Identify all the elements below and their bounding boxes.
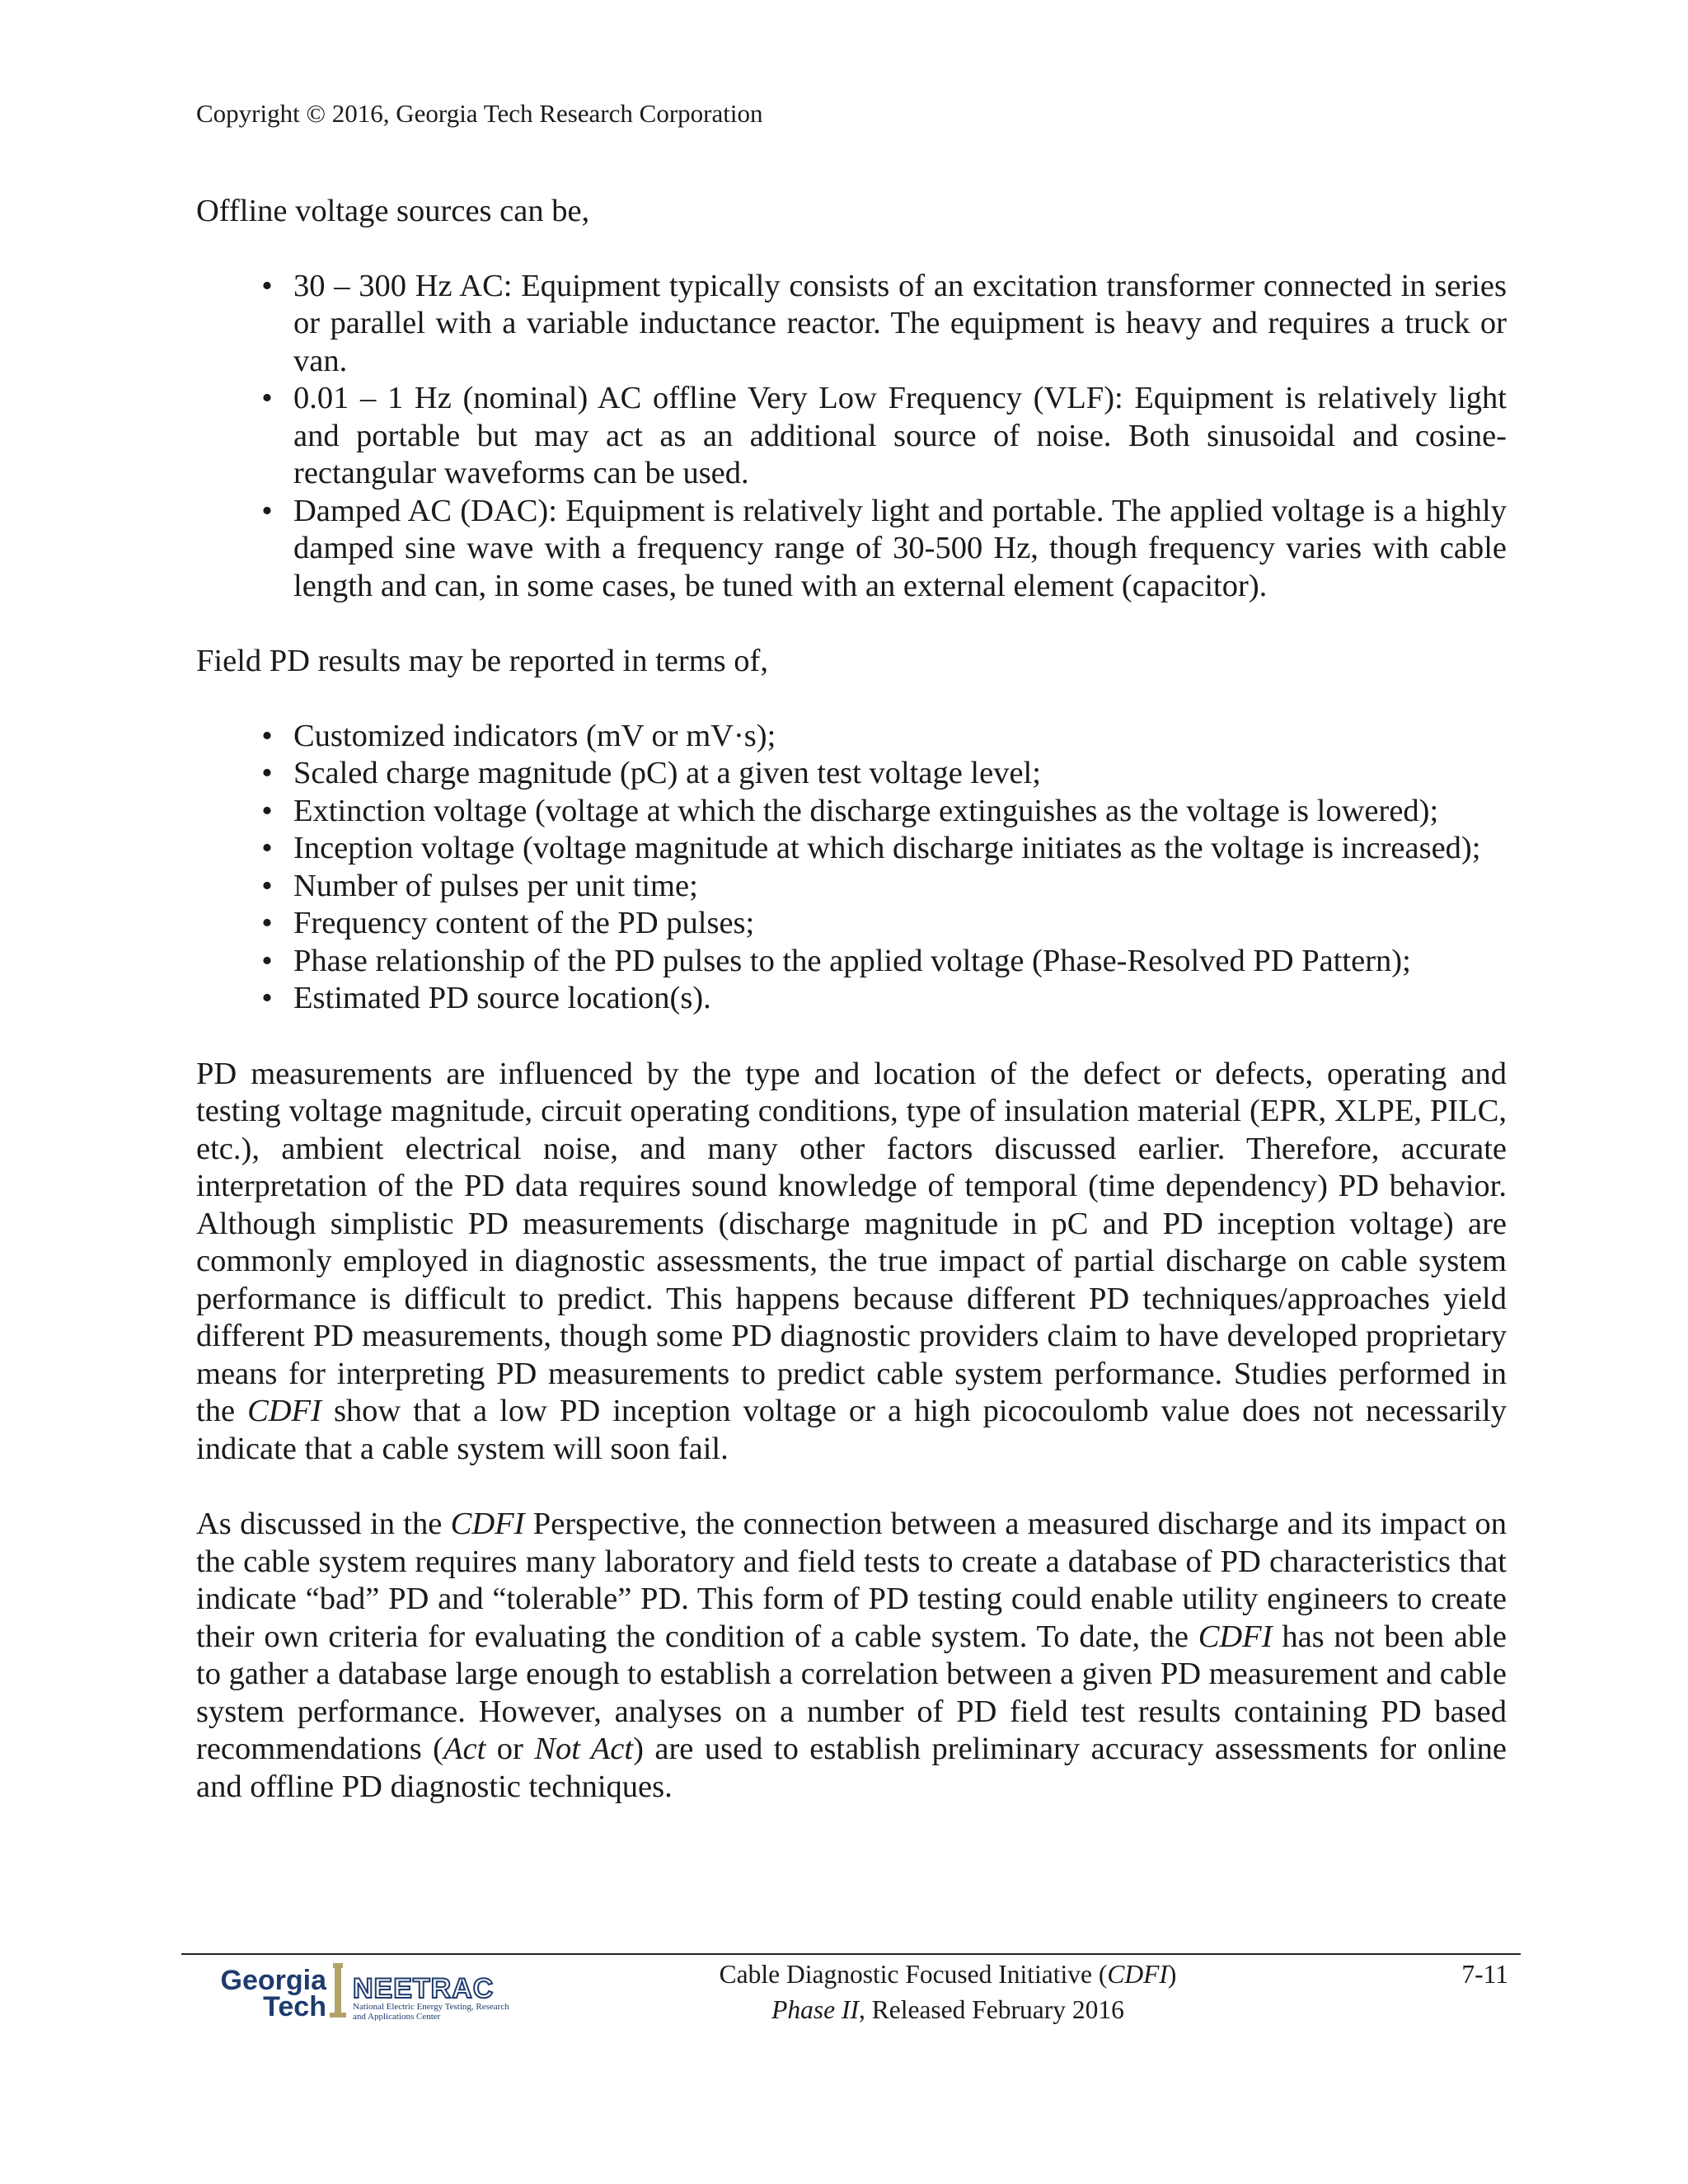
list-item: • Extinction voltage (voltage at which the discharge extinguishes as the voltage is lowered); <box>196 793 1507 831</box>
copyright-notice: Copyright © 2016, Georgia Tech Research Corporation <box>196 99 763 128</box>
list-item: • Frequency content of the PD pulses; <box>196 905 1507 943</box>
cdfi-term: CDFI <box>450 1507 525 1541</box>
list-item: • 0.01 – 1 Hz (nominal) AC offline Very Low Frequency (VLF): Equipment is relatively light and portable but may act as an additional source of noise. Both sinusoidal and cosine-rectangular waveforms can be used. <box>196 380 1507 493</box>
list-item: • Number of pulses per unit time; <box>196 868 1507 906</box>
tech-tower-icon <box>330 1963 346 2018</box>
pd-results-list <box>196 718 1507 1018</box>
cdfi-term: CDFI <box>247 1394 321 1428</box>
bullet-icon: • <box>261 831 273 865</box>
list-item: • 30 – 300 Hz AC: Equipment typically consists of an excitation transformer connected in series or parallel with a variable inductance reactor. The equipment is heavy and requires a truck or van. <box>196 268 1507 381</box>
bullet-icon: • <box>261 493 273 528</box>
list-item: • Phase relationship of the PD pulses to the applied voltage (Phase-Resolved PD Pattern); <box>196 943 1507 981</box>
cdfi-perspective-paragraph: As discussed in the CDFI Perspective, the connection between a measured discharge and its impact on the cable system requires many laboratory and field tests to create a database of PD characteristics that indicate “bad” PD and “tolerable” PD. This form of PD testing could enable utility engineers to create their own criteria for evaluating the condition of a cable system. To date, the CDFI has not been able to gather a database large enough to establish a correlation between a given PD measurement and cable system performance. However, analyses on a number of PD field test results containing PD based recommendations (Act or Not Act) are used to establish preliminary accuracy assessments for online and offline PD diagnostic techniques. <box>196 1507 1507 1804</box>
list-item: • Scaled charge magnitude (pC) at a given test voltage level; <box>196 755 1507 793</box>
list-item: • Customized indicators (mV or mV·s); <box>196 718 1507 756</box>
logo-tech-word: Tech <box>263 1991 326 2021</box>
bullet-icon: • <box>261 756 273 790</box>
bullet-icon: • <box>261 793 273 828</box>
logo-neetrac-subtitle-line2: and Applications Center <box>353 2012 441 2021</box>
logo-neetrac-subtitle-line1: National Electric Energy Testing, Research <box>353 2002 509 2012</box>
offline-voltage-sources-list <box>196 268 1507 606</box>
bullet-icon: • <box>261 868 273 903</box>
list-item: • Estimated PD source location(s). <box>196 980 1507 1018</box>
act-term: Act <box>443 1732 486 1766</box>
footer-line-2: Phase II, Released February 2016 <box>771 1995 1124 2024</box>
footer-line-1: Cable Diagnostic Focused Initiative (CDFI) <box>719 1960 1177 1989</box>
page-number: 7-11 <box>1461 1960 1508 1989</box>
bullet-icon: • <box>261 943 273 978</box>
bullet-icon: • <box>261 268 273 303</box>
list-item: • Damped AC (DAC): Equipment is relatively light and portable. The applied voltage is a highly damped sine wave with a frequency range of 30-500 Hz, though frequency varies with cable length and can, in some cases, be tuned with an external element (capacitor). <box>196 493 1507 606</box>
not-act-term: Not Act <box>534 1732 634 1766</box>
pd-measurements-paragraph: PD measurements are influenced by the type and location of the defect or defects, operating and testing voltage magnitude, circuit operating conditions, type of insulation material (EPR, XLPE, PILC, etc.), ambient electrical noise, and many other factors discussed earlier. Therefore, accurate interpretation of the PD data requires sound knowledge of temporal (time dependency) PD behavior. Although simplistic PD measurements (discharge magnitude in pC and PD inception voltage) are commonly employed in diagnostic assessments, the true impact of partial discharge on cable system performance is difficult to predict. This happens because different PD techniques/approaches yield different PD measurements, though some PD diagnostic providers claim to have developed proprietary means for interpreting PD measurements to predict cable system performance. Studies performed in the CDFI show that a low PD inception voltage or a high picocoulomb value does not necessarily indicate that a cable system will soon fail. <box>196 1056 1507 1466</box>
section2-intro: Field PD results may be reported in terms of, <box>196 644 768 678</box>
bullet-icon: • <box>261 381 273 415</box>
section1-intro: Offline voltage sources can be, <box>196 194 590 228</box>
cdfi-term: CDFI <box>1198 1619 1273 1654</box>
footer-citation <box>577 1957 1319 2027</box>
body-text <box>196 193 1507 1806</box>
footer-divider <box>181 1953 1521 1955</box>
logo-georgia-word: Georgia <box>220 1965 326 1996</box>
bullet-icon: • <box>261 906 273 940</box>
list-item: • Inception voltage (voltage magnitude at which discharge initiates as the voltage is increased); <box>196 830 1507 868</box>
logo-neetrac-word: NEETRAC <box>353 1973 495 2004</box>
bullet-icon: • <box>261 981 273 1015</box>
bullet-icon: • <box>261 718 273 753</box>
georgia-tech-neetrac-logo <box>195 1961 541 2021</box>
